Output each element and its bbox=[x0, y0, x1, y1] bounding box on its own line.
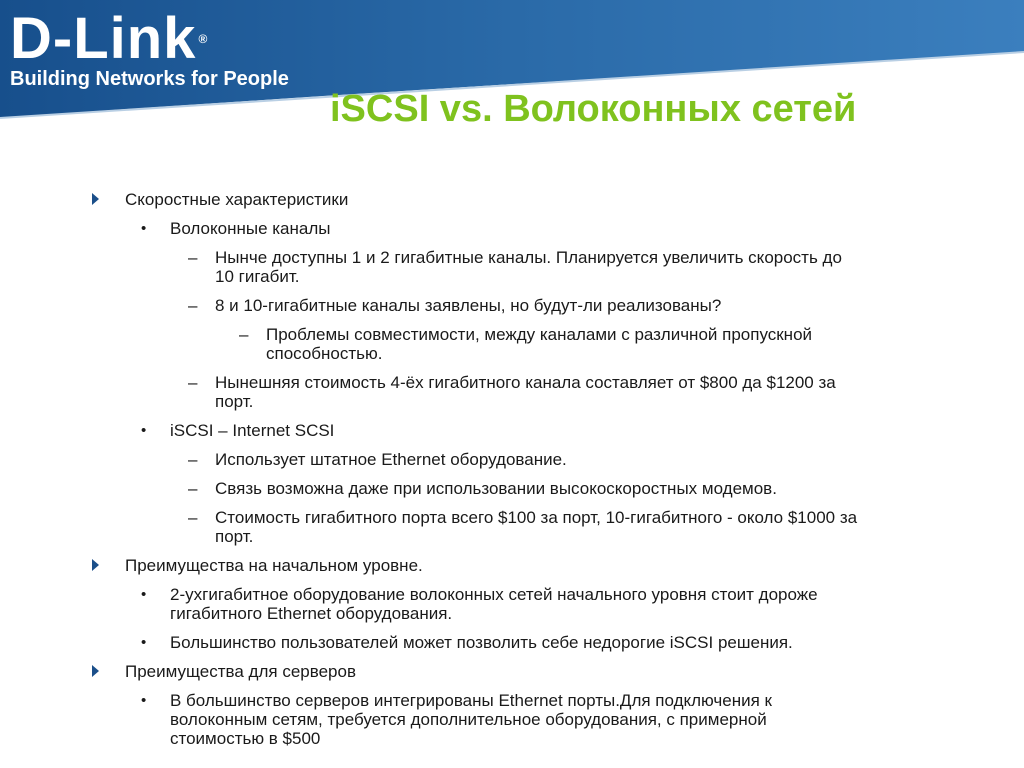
outline-item-text: Волоконные каналы bbox=[170, 219, 331, 238]
dash-marker: – bbox=[188, 373, 198, 392]
outline-item-text: Стоимость гигабитного порта всего $100 за порт, 10-гигабитного - около $1000 за bbox=[215, 508, 858, 527]
outline-item-text: Преимущества на начальном уровне. bbox=[125, 556, 423, 575]
outline-item-text: Нынешняя стоимость 4-ёх гигабитного канала составляет от $800 да $1200 за bbox=[215, 373, 836, 392]
dash-marker: – bbox=[188, 296, 198, 315]
dash-marker: – bbox=[188, 508, 198, 527]
bullet-dot: • bbox=[141, 220, 147, 237]
dash-marker: – bbox=[188, 248, 198, 267]
outline-item-text: Проблемы совместимости, между каналами с различной пропускной bbox=[266, 325, 813, 344]
outline-item-text: волоконным сетям, требуется дополнительное оборудования, с примерной bbox=[170, 710, 767, 729]
outline-item-text: порт. bbox=[215, 527, 254, 546]
dash-marker: – bbox=[239, 325, 249, 344]
bullet-dot: • bbox=[141, 692, 147, 709]
outline-item-text: Преимущества для серверов bbox=[125, 662, 356, 681]
dlink-logo bbox=[10, 8, 289, 91]
slide-header bbox=[0, 0, 1024, 130]
bullet-dot: • bbox=[141, 586, 147, 603]
outline-item-text: В большинство серверов интегрированы Ethernet порты.Для подключения к bbox=[170, 691, 772, 710]
outline-item-text: Скоростные характеристики bbox=[125, 190, 349, 209]
dash-marker: – bbox=[188, 479, 198, 498]
outline-item-text: 8 и 10-гигабитные каналы заявлены, но будут-ли реализованы? bbox=[215, 296, 722, 315]
outline-item-text: Использует штатное Ethernet оборудование. bbox=[215, 450, 567, 469]
bullet-dot: • bbox=[141, 634, 147, 651]
outline-item-text: iSCSI – Internet SCSI bbox=[170, 421, 335, 440]
logo-tagline: Building Networks for People bbox=[10, 68, 289, 90]
arrow-bullet-icon bbox=[92, 190, 99, 210]
outline-item-text: порт. bbox=[215, 392, 254, 411]
bullet-dot: • bbox=[141, 422, 147, 439]
outline-item-text: Нынче доступны 1 и 2 гигабитные каналы. Планируется увеличить скорость до bbox=[215, 248, 842, 267]
registered-mark: ® bbox=[198, 32, 209, 46]
outline-item-text: 10 гигабит. bbox=[215, 267, 300, 286]
outline-item-text: Большинство пользователей может позволить себе недорогие iSCSI решения. bbox=[170, 633, 793, 652]
slide-title: iSCSI vs. Волоконных сетей bbox=[330, 88, 857, 130]
outline-item-text: Связь возможна даже при использовании высокоскоростных модемов. bbox=[215, 479, 777, 498]
arrow-bullet-icon bbox=[92, 662, 99, 682]
logo-wordmark: D-Link bbox=[10, 6, 197, 71]
arrow-bullet-icon bbox=[92, 556, 99, 576]
outline-item-text: способностью. bbox=[266, 344, 383, 363]
outline-item-text: стоимостью в $500 bbox=[170, 729, 321, 748]
outline-item-text: 2-ухгигабитное оборудование волоконных сетей начального уровня стоит дороже bbox=[170, 585, 818, 604]
outline-item-text: гигабитного Ethernet оборудования. bbox=[170, 604, 453, 623]
dash-marker: – bbox=[188, 450, 198, 469]
